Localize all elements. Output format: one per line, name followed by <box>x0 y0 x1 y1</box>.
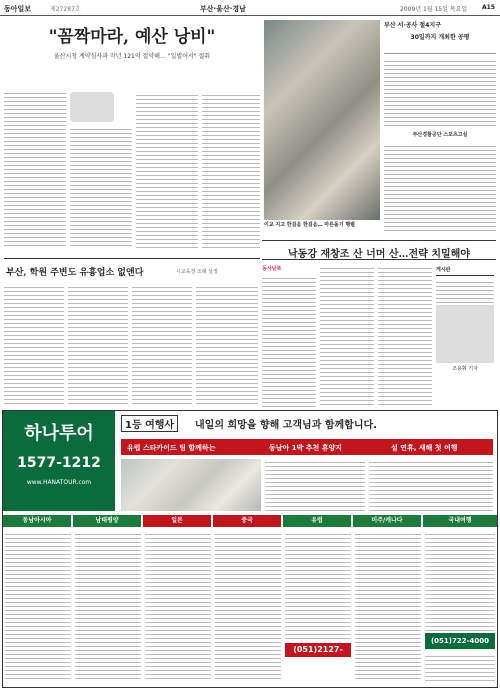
notice-label: 게시판 <box>436 266 494 276</box>
ad-europe-image <box>121 459 261 511</box>
right-headline-1: 부산 서·공사 철4지구 <box>384 22 442 29</box>
photo-caption-title: 이교 지고 한걸음 한걸음… 마른돌기 행렬 <box>264 222 355 228</box>
bottom-story-subtitle: 시교육청 조례 상정 <box>176 269 218 275</box>
tab-china: 중국 <box>213 515 281 527</box>
page-number: A15 <box>482 4 495 11</box>
main-story-column-4 <box>202 92 260 248</box>
column-label: 동서남북 <box>262 266 282 272</box>
right-story-text <box>384 58 496 128</box>
right-side-text <box>384 143 496 233</box>
main-headline-block <box>4 20 260 60</box>
listing-south-pacific <box>75 531 141 681</box>
ad-region-tabs <box>3 515 499 527</box>
notice-text <box>436 279 494 303</box>
tab-southeast-asia: 동남아시아 <box>3 515 71 527</box>
column-text-2 <box>320 265 374 407</box>
ad-bottom-phone: (051)722-4000 <box>425 633 495 649</box>
listing-southeast-asia <box>5 531 71 681</box>
bottom-story-text-2 <box>68 284 128 406</box>
right-headline-2: 30일까지 개최한 공평 <box>410 34 470 41</box>
listing-domestic <box>425 531 495 631</box>
ad-red-banner <box>121 439 493 455</box>
ad-banner-2: 동남아 1박 추천 휴양지 <box>269 444 343 452</box>
listing-america <box>355 531 421 681</box>
section-title: 부산·울산·경남 <box>200 5 246 13</box>
column-text-3 <box>378 265 432 407</box>
tab-japan: 일본 <box>143 515 211 527</box>
nakdong-headline: 낙동강 재창조 산 너머 산…전략 치밀해야 <box>288 249 470 260</box>
photo-caption <box>264 222 380 240</box>
main-headline: "꼼짝마라, 예산 낭비" <box>48 27 216 47</box>
ad-brand-panel <box>3 411 115 511</box>
bottom-story-text-3 <box>132 284 192 406</box>
ad-slogan-prefix: 1등 여행사 <box>121 415 178 432</box>
nakdong-headline-block <box>262 240 496 260</box>
ad-slogan-bar <box>121 413 493 431</box>
page-date: 2009년 1월 15일 목요일 <box>400 6 468 13</box>
column-text-1 <box>262 275 316 407</box>
ad-slogan: 내일의 희망을 향해 고객님과 함께합니다. <box>195 420 377 431</box>
listing-domestic-extra <box>425 653 495 681</box>
page-header <box>0 0 500 16</box>
paper-name: 동아일보 <box>4 4 32 13</box>
issue-number: 제27287호 <box>50 6 81 13</box>
columnist-photo <box>436 305 494 363</box>
main-story-column-3 <box>136 92 198 248</box>
tab-america-canada: 미주/캐나다 <box>353 515 421 527</box>
ad-mid-phone: (051)2127-1200 <box>285 643 351 657</box>
ad-banner-3: 설 연휴, 새해 첫 여행 <box>391 444 458 452</box>
main-subheadline: 울산시청 계약심사과 작년 121억 절약해… "일벌어서" 절취 <box>53 53 211 60</box>
right-top-headline <box>384 20 496 54</box>
tab-europe: 유럽 <box>283 515 351 527</box>
bottom-story-text-1 <box>4 284 64 406</box>
columnist-byline: 조용휘 기자 <box>452 366 478 372</box>
cartoon-illustration <box>70 92 114 122</box>
listing-china <box>215 531 281 681</box>
ad-brand-name: 하나투어 <box>24 423 94 444</box>
bottom-story-headline: 부산, 학원 주변도 유흥업소 없앤다 <box>6 268 144 278</box>
main-story-column-2 <box>70 126 132 248</box>
ad-banner-1: 유럽 스타카이드 팀 함께하는 <box>127 444 216 452</box>
hanatour-ad <box>2 410 498 688</box>
ad-asia-listing <box>265 459 365 511</box>
listing-europe <box>285 531 351 641</box>
photo-staircase <box>264 20 380 220</box>
main-story-column-1 <box>4 90 66 248</box>
bottom-story-text-4 <box>196 284 258 406</box>
right-side-head: 부산경찰공단 스포츠고실 <box>412 132 468 138</box>
ad-url: www.HANATOUR.com <box>26 479 92 486</box>
ad-newyear-listing <box>369 459 493 511</box>
tab-south-pacific: 남태평양 <box>73 515 141 527</box>
ad-phone: 1577-1212 <box>17 455 101 471</box>
tab-domestic: 국내여행 <box>423 515 497 527</box>
bottom-story-headline-block <box>4 258 260 282</box>
listing-japan <box>145 531 211 681</box>
